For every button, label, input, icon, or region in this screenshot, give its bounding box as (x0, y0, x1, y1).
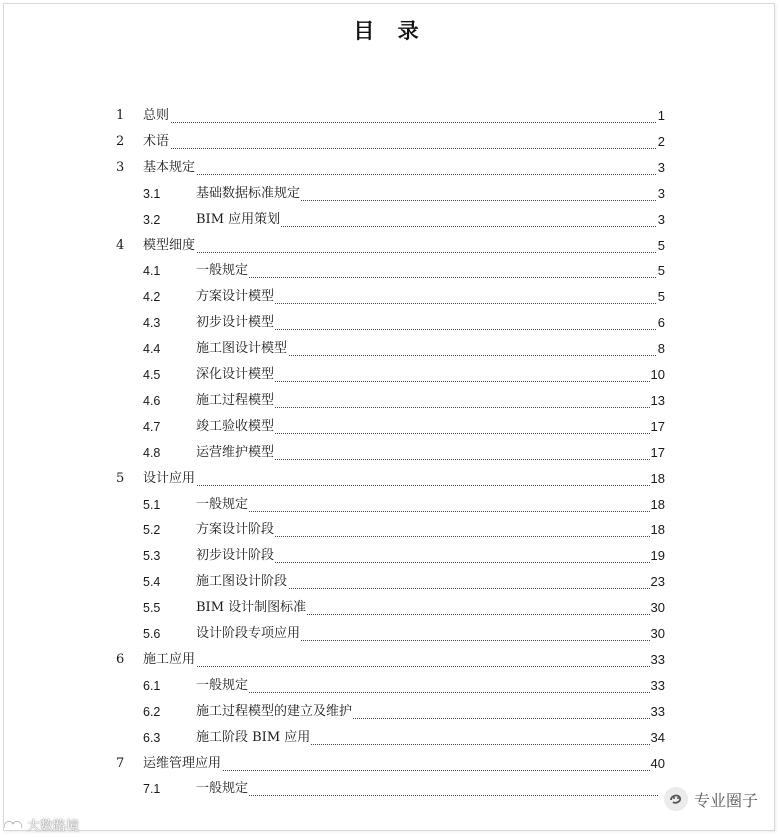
toc-entry-number: 4.4 (143, 342, 161, 357)
toc-entry-number: 5.1 (143, 497, 161, 512)
toc-dot-leader (196, 501, 658, 512)
toc-entry-number: 4.8 (143, 445, 161, 460)
toc-entry-page: 1 (657, 108, 665, 123)
toc-entry-number: 6 (116, 651, 125, 667)
toc-entry-label: 一般规定 (196, 263, 249, 279)
toc-entry-label: 方案设计阶段 (196, 522, 275, 538)
toc-entry-number: 4 (116, 237, 125, 253)
toc-entry-label: 一般规定 (196, 677, 249, 693)
toc-entry[interactable] (0, 622, 780, 646)
page-title: 目 录 (353, 19, 427, 43)
toc-entry[interactable] (0, 648, 780, 672)
toc-entry[interactable] (0, 337, 780, 361)
toc-entry-number: 3.1 (143, 186, 161, 201)
toc-entry-label: 模型细度 (143, 237, 196, 253)
toc-entry-number: 4.7 (143, 419, 161, 434)
toc-entry-page: 30 (650, 626, 665, 641)
toc-entry-label: 深化设计模型 (196, 367, 275, 382)
toc-dot-leader (196, 682, 658, 693)
toc-entry-number: 4.1 (143, 264, 161, 279)
toc-entry[interactable] (0, 467, 780, 491)
toc-entry-label: 施工过程模型 (196, 392, 275, 408)
toc-entry[interactable] (0, 518, 780, 542)
toc-entry-page: 13 (650, 392, 665, 408)
watermark-right-text: 专业圈子 (693, 790, 758, 810)
toc-entry[interactable] (0, 726, 780, 750)
toc-entry-number: 7.1 (143, 782, 161, 797)
toc-entry-page: 5 (657, 289, 665, 305)
toc-entry-number: 6.1 (143, 678, 161, 693)
toc-entry-page: 2 (657, 133, 665, 149)
toc-entry-number: 7 (116, 755, 125, 771)
wechat-official-icon (664, 787, 688, 811)
toc-entry-label: 一般规定 (196, 781, 249, 797)
toc-entry[interactable] (0, 208, 780, 232)
toc-entry-page: 3 (657, 159, 665, 175)
toc-entry-page: 5 (657, 237, 665, 253)
toc-dot-leader (143, 138, 658, 149)
toc-entry-number: 3 (116, 159, 125, 175)
toc-entry-label: 施工图设计模型 (196, 341, 288, 357)
toc-entry-page: 3 (657, 185, 665, 201)
toc-dot-leader (196, 267, 658, 278)
toc-entry-page: 10 (650, 367, 665, 382)
toc-entry-label: 初步设计阶段 (196, 548, 275, 564)
toc-entry[interactable] (0, 311, 780, 335)
toc-entry[interactable] (0, 544, 780, 568)
toc-entry-page: 23 (650, 574, 665, 590)
toc-dot-leader (143, 656, 658, 667)
toc-entry[interactable] (0, 363, 780, 387)
watermark-right (664, 787, 758, 811)
toc-entry[interactable] (0, 285, 780, 309)
toc-entry[interactable] (0, 259, 780, 283)
toc-entry-number: 5 (116, 470, 125, 486)
watermark-left-text: 大数路境 (27, 819, 80, 834)
toc-entry[interactable] (0, 415, 780, 439)
toc-entry-page: 18 (650, 470, 665, 486)
toc-entry-page: 3 (657, 211, 665, 227)
toc-entry-number: 4.2 (143, 290, 161, 305)
toc-entry-number: 6.3 (143, 730, 161, 745)
toc-entry-page: 40 (650, 755, 665, 771)
toc-dot-leader (143, 475, 658, 486)
toc-entry-number: 1 (116, 108, 125, 123)
toc-entry[interactable] (0, 234, 780, 258)
toc-entry-label: 竣工验收模型 (196, 418, 275, 434)
toc-entry-page: 18 (650, 522, 665, 538)
toc-entry-page: 5 (657, 263, 665, 279)
toc-entry-label: 一般规定 (196, 496, 249, 512)
toc-dot-leader (143, 112, 658, 123)
toc-entry-number: 2 (116, 133, 125, 149)
toc-entry-label: 术语 (143, 133, 170, 149)
toc-entry-number: 6.2 (143, 704, 161, 719)
toc-entry-label: BIM 应用策划 (196, 211, 281, 227)
toc-entry-page: 17 (650, 444, 665, 460)
toc-entry-page: 8 (657, 341, 665, 357)
toc-entry-number: 4.6 (143, 393, 161, 408)
toc-entry-label: 施工阶段 BIM 应用 (196, 729, 311, 745)
toc-entry[interactable] (0, 700, 780, 724)
watermark-logo-icon (2, 817, 24, 833)
toc-entry-number: 3.2 (143, 212, 161, 227)
toc-entry-label: 总则 (143, 108, 170, 123)
toc-entry-number: 5.4 (143, 575, 161, 590)
toc-entry[interactable] (0, 493, 780, 517)
toc-entry-page: 34 (650, 729, 665, 745)
toc-entry-label: BIM 设计制图标准 (196, 600, 307, 616)
toc-entry[interactable] (0, 182, 780, 206)
toc-dot-leader (143, 164, 658, 175)
toc-entry-label: 施工过程模型的建立及维护 (196, 703, 353, 719)
toc-entry[interactable] (0, 570, 780, 594)
toc-entry-number: 4.3 (143, 316, 161, 331)
toc-entry-page: 19 (650, 548, 665, 564)
toc-entry[interactable] (0, 752, 780, 776)
toc-entry[interactable] (0, 441, 780, 465)
toc-entry-number: 4.5 (143, 368, 161, 382)
toc-entry-page: 6 (657, 315, 665, 331)
toc-dot-leader (143, 242, 658, 253)
toc-entry[interactable] (0, 389, 780, 413)
toc-entry-number: 5.2 (143, 523, 161, 538)
toc-entry-label: 设计应用 (143, 470, 196, 486)
toc-entry-page: 30 (650, 600, 665, 616)
toc-entry-label: 施工应用 (143, 651, 196, 667)
toc-entry-label: 设计阶段专项应用 (196, 626, 301, 641)
toc-entry-page: 18 (650, 496, 665, 512)
toc-entry[interactable] (0, 156, 780, 180)
toc-dot-leader (196, 785, 658, 796)
toc-entry-page: 17 (650, 418, 665, 434)
toc-entry-page: 33 (650, 677, 665, 693)
toc-entry-number: 5.3 (143, 549, 161, 564)
toc-entry-label: 运营维护模型 (196, 444, 275, 460)
toc-entry-label: 基本规定 (143, 159, 196, 175)
toc-entry-number: 5.5 (143, 601, 161, 616)
toc-entry[interactable] (0, 596, 780, 620)
toc-entry[interactable] (0, 130, 780, 154)
toc-entry-label: 初步设计模型 (196, 315, 275, 331)
toc-entry[interactable] (0, 104, 780, 128)
toc-entry-label: 运维管理应用 (143, 755, 222, 771)
toc-entry-page: 33 (650, 651, 665, 667)
watermark-left (2, 815, 79, 834)
toc-entry-label: 方案设计模型 (196, 289, 275, 305)
toc-entry-page: 33 (650, 703, 665, 719)
toc-entry[interactable] (0, 674, 780, 698)
toc-entry-label: 基础数据标准规定 (196, 185, 301, 201)
toc-entry-label: 施工图设计阶段 (196, 574, 288, 590)
toc-entry-number: 5.6 (143, 627, 161, 641)
